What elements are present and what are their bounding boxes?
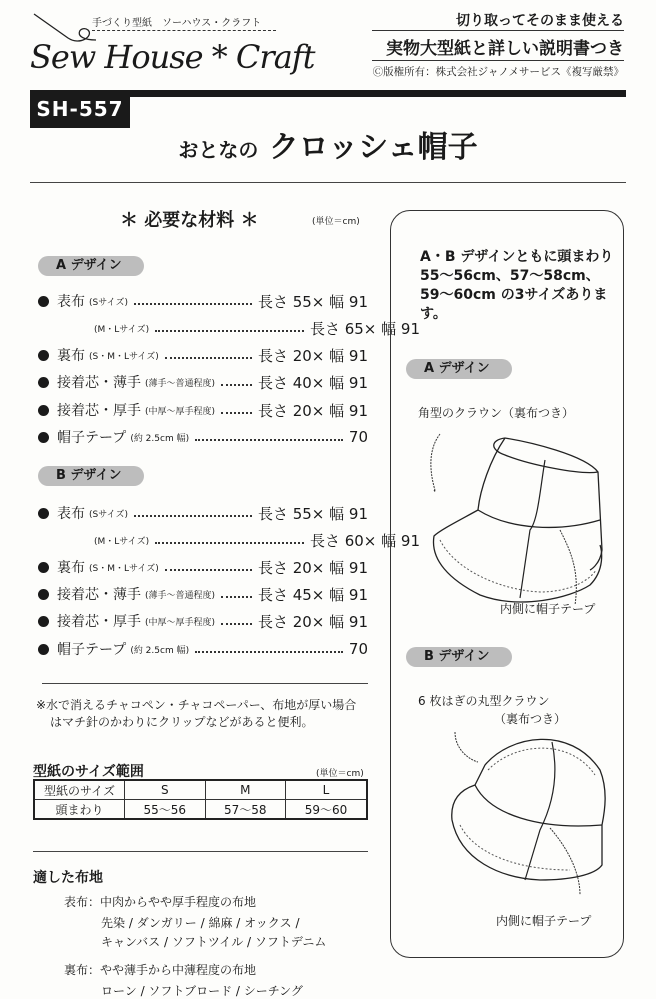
caption: 内側に帽子テープ xyxy=(500,602,596,616)
fabrics-heading: 適した布地 xyxy=(33,870,103,886)
material-note: (約 2.5cm 幅) xyxy=(130,433,190,444)
material-note: (約 2.5cm 幅) xyxy=(130,645,190,656)
material-row xyxy=(38,556,368,578)
material-row xyxy=(38,610,368,632)
design-label: A デザイン xyxy=(38,256,144,276)
copyright: Ⓒ版権所有：株式会社ジャノメサービス《複写厳禁》 xyxy=(372,66,624,78)
footnote: はマチ針のかわりにクリップなどがあると便利。 xyxy=(50,715,314,729)
page-title xyxy=(0,122,656,166)
logo-divider xyxy=(92,30,276,31)
divider xyxy=(42,683,368,684)
material-note: (薄手〜普通程度) xyxy=(145,378,216,389)
material-row xyxy=(38,371,368,393)
outer-fabric-label: 表布：中肉からやや厚手程度の布地 xyxy=(64,895,257,909)
material-name: 表布 xyxy=(57,294,85,310)
table-cell: L xyxy=(286,780,367,800)
table-cell: 59〜60 xyxy=(286,800,367,820)
bullet-icon xyxy=(38,405,49,416)
material-note: (中厚〜厚手程度) xyxy=(145,406,216,417)
material-amount: 長さ 60× 幅 91 xyxy=(309,531,420,550)
hat-b-illustration xyxy=(430,730,610,900)
material-amount: 長さ 55× 幅 91 xyxy=(257,292,368,311)
bullet-icon xyxy=(38,350,49,361)
material-amount: 長さ 65× 幅 91 xyxy=(309,319,420,338)
outer-fabric-list: 先染 / ダンガリー / 綿麻 / オックス / xyxy=(101,916,300,930)
table-cell: S xyxy=(125,780,206,800)
side-panel-intro: A・B デザインともに頭まわり 55〜56cm、57〜58cm、59〜60cm の3サイズあります。 xyxy=(420,249,614,322)
lining-fabric-list: ローン / ソフトブロード / シーチング xyxy=(101,984,303,998)
title-main: クロッシェ帽子 xyxy=(268,130,478,165)
dot-leader xyxy=(221,623,252,625)
material-amount: 長さ 45× 幅 91 xyxy=(257,585,368,604)
table-header-row xyxy=(34,780,367,800)
material-note: (薄手〜普通程度) xyxy=(145,590,216,601)
material-name: 裏布 xyxy=(57,560,85,576)
material-row xyxy=(38,502,368,524)
dot-leader xyxy=(195,439,343,441)
material-row xyxy=(38,317,420,339)
material-row xyxy=(38,638,368,660)
material-row xyxy=(38,290,368,312)
design-label: B デザイン xyxy=(38,466,144,486)
material-amount: 長さ 20× 幅 91 xyxy=(257,612,368,631)
table-cell: 型紙のサイズ xyxy=(34,780,125,800)
bullet-icon xyxy=(38,589,49,600)
dot-leader xyxy=(221,412,252,414)
material-name: 表布 xyxy=(57,506,85,522)
logo: Sew House * Craft xyxy=(30,38,315,76)
material-name: 帽子テープ xyxy=(57,430,127,446)
material-row xyxy=(38,583,368,605)
bullet-icon xyxy=(38,432,49,443)
material-name: 接着芯・薄手 xyxy=(57,587,141,603)
footnote: ※水で消えるチャコペン・チャコペーパー、布地が厚い場合 xyxy=(36,698,357,712)
material-name: 接着芯・厚手 xyxy=(57,614,141,630)
divider xyxy=(30,182,626,183)
unit-label: (単位＝cm) xyxy=(312,217,360,227)
logo-subtitle: 手づくり型紙 ソーハウス・クラフト xyxy=(92,18,262,29)
unit-label: (単位＝cm) xyxy=(316,769,364,779)
bullet-icon xyxy=(38,644,49,655)
lining-fabric-label: 裏布：やや薄手から中薄程度の布地 xyxy=(64,963,257,977)
divider xyxy=(33,851,368,852)
bullet-icon xyxy=(38,296,49,307)
material-note: (M・Lサイズ) xyxy=(94,324,150,335)
tagline-1: 切り取ってそのまま使える xyxy=(456,13,624,29)
divider xyxy=(372,30,624,31)
material-amount: 長さ 20× 幅 91 xyxy=(257,401,368,420)
dot-leader xyxy=(134,515,252,517)
material-amount: 長さ 55× 幅 91 xyxy=(257,504,368,523)
material-row xyxy=(38,399,368,421)
material-name: 裏布 xyxy=(57,348,85,364)
caption: 6 枚はぎの丸型クラウン xyxy=(418,694,550,708)
material-amount: 長さ 40× 幅 91 xyxy=(257,373,368,392)
material-name: 接着芯・薄手 xyxy=(57,375,141,391)
dot-leader xyxy=(195,651,343,653)
tagline-2: 実物大型紙と詳しい説明書つき xyxy=(386,39,624,59)
material-note: (Sサイズ) xyxy=(89,509,129,520)
size-table-heading: 型紙のサイズ範囲 xyxy=(33,764,144,780)
caption: 角型のクラウン（裏布つき） xyxy=(418,406,575,420)
table-cell: 頭まわり xyxy=(34,800,125,820)
design-b-label: B デザイン xyxy=(406,647,512,667)
title-prefix: おとなの xyxy=(178,138,259,162)
table-row xyxy=(34,800,367,820)
dot-leader xyxy=(221,596,252,598)
bullet-icon xyxy=(38,562,49,573)
design-a-label: A デザイン xyxy=(406,359,512,379)
material-row xyxy=(38,426,368,448)
dot-leader xyxy=(221,384,252,386)
material-amount: 長さ 20× 幅 91 xyxy=(257,346,368,365)
material-row xyxy=(38,344,368,366)
material-amount: 70 xyxy=(348,428,368,446)
product-code: SH-557 xyxy=(30,90,130,128)
material-note: (中厚〜厚手程度) xyxy=(145,617,216,628)
dot-leader xyxy=(155,542,304,544)
bullet-icon xyxy=(38,616,49,627)
size-table xyxy=(33,779,368,820)
material-note: (M・Lサイズ) xyxy=(94,536,150,547)
material-row xyxy=(38,529,420,551)
dot-leader xyxy=(134,303,252,305)
material-name: 帽子テープ xyxy=(57,642,127,658)
hat-a-illustration xyxy=(410,420,610,610)
caption: （裏布つき） xyxy=(494,712,567,726)
table-cell: 57〜58 xyxy=(205,800,286,820)
caption: 内側に帽子テープ xyxy=(496,914,592,928)
materials-heading: ＊ 必要な材料 ＊ xyxy=(120,210,259,231)
table-cell: M xyxy=(205,780,286,800)
outer-fabric-list: キャンバス / ソフトツイル / ソフトデニム xyxy=(101,935,327,949)
material-amount: 長さ 20× 幅 91 xyxy=(257,558,368,577)
material-name: 接着芯・厚手 xyxy=(57,403,141,419)
material-note: (S・M・Lサイズ) xyxy=(89,351,159,362)
material-note: (Sサイズ) xyxy=(89,297,129,308)
dot-leader xyxy=(155,330,304,332)
bullet-icon xyxy=(38,508,49,519)
bullet-icon xyxy=(38,377,49,388)
divider xyxy=(372,60,624,61)
dot-leader xyxy=(165,569,252,571)
table-cell: 55〜56 xyxy=(125,800,206,820)
material-note: (S・M・Lサイズ) xyxy=(89,563,159,574)
material-amount: 70 xyxy=(348,640,368,658)
dot-leader xyxy=(165,357,252,359)
